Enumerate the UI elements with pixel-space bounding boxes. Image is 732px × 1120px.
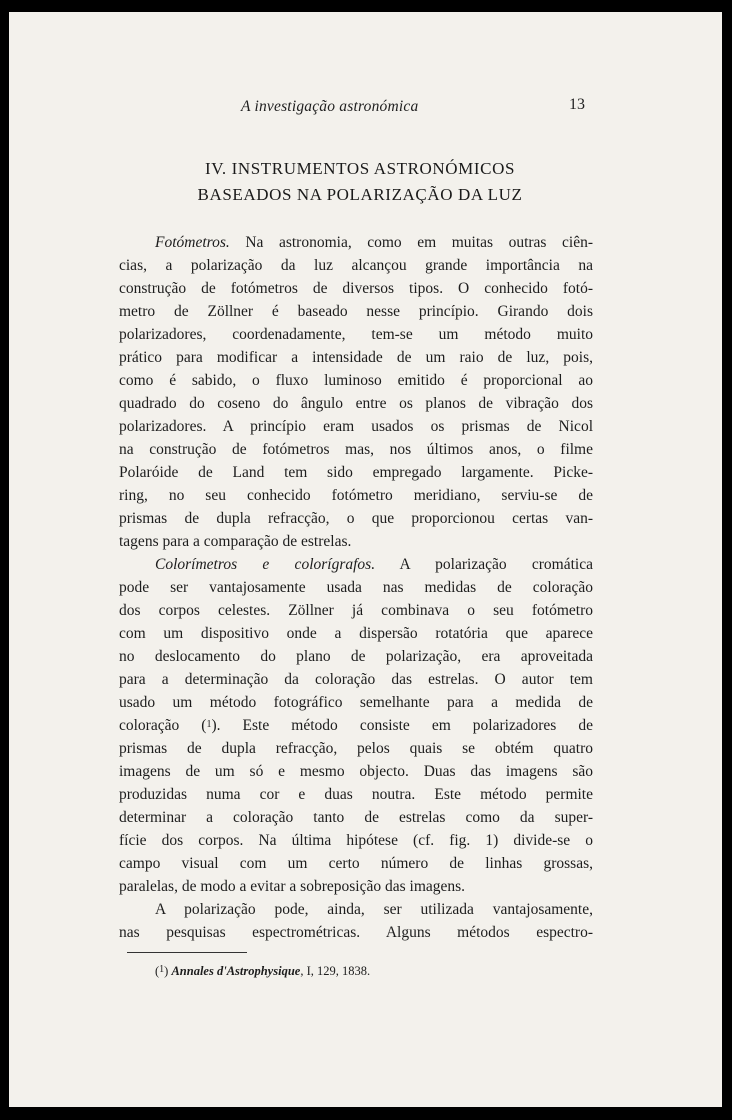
paragraph-line: usado um método fotográfico semelhante para a medida de: [119, 694, 593, 711]
book-page: [9, 12, 722, 1107]
paragraph-line: paralelas, de modo a evitar a sobreposição das imagens.: [119, 878, 466, 895]
paragraph-line: para a determinação da coloração das estrelas. O autor tem: [119, 671, 593, 688]
paragraph-line: pode ser vantajosamente usada nas medidas de coloração: [119, 579, 593, 596]
footnote-divider: [127, 952, 247, 953]
paragraph-line: no deslocamento do plano de polarização, era aproveitada: [119, 648, 593, 665]
paragraph-line: polarizadores. A princípio eram usados os prismas de Nicol: [119, 418, 593, 435]
paragraph-line: cias, a polarização da luz alcançou grande importância na: [119, 257, 593, 274]
paragraph-line: Polaróide de Land tem sido empregado largamente. Picke-: [119, 464, 593, 481]
paragraph-line: produzidas numa cor e duas noutra. Este método permite: [119, 786, 593, 803]
paragraph-line: Fotómetros. Na astronomia, como em muitas outras ciên-: [155, 234, 593, 251]
paragraph-line: nas pesquisas espectrométricas. Alguns métodos espectro-: [119, 924, 593, 941]
paragraph-line: tagens para a comparação de estrelas.: [119, 533, 352, 550]
paragraph-line: coloração ($^1$). Este método consiste em polarizadores de: [119, 717, 593, 734]
paragraph-line: Colorímetros e colorígrafos. A polarização cromática: [155, 556, 593, 573]
paragraph-line: A polarização pode, ainda, ser utilizada vantajosamente,: [155, 901, 593, 918]
paragraph-line: fície dos corpos. Na última hipótese (cf. fig. 1) divide-se o: [119, 832, 593, 849]
footnote-marker: 1: [159, 964, 165, 975]
paragraph-line: campo visual com um certo número de linhas grossas,: [119, 855, 593, 872]
paragraph-line: ring, no seu conhecido fotómetro meridiano, serviu-se de: [119, 487, 593, 504]
paragraph-line: prismas de dupla refracção, pelos quais se obtém quatro: [119, 740, 593, 757]
paragraph-heading-fotometros: Fotómetros.: [155, 234, 230, 251]
section-title-line-1: IV. INSTRUMENTOS ASTRONÓMICOS: [204, 159, 516, 178]
paragraph-line: construção de fotómetros de diversos tipos. O conhecido fotó-: [119, 280, 593, 297]
paragraph-line: polarizadores, coordenadamente, tem-se um método muito: [119, 326, 593, 343]
paragraph-line: com um dispositivo onde a dispersão rotatória que aparece: [119, 625, 593, 642]
footnote-journal: Annales d'Astrophysique: [171, 964, 301, 978]
section-title-line-2: BASEADOS NA POLARIZAÇÃO DA LUZ: [197, 185, 523, 204]
paragraph-line: determinar a coloração tanto de estrelas como da super-: [119, 809, 593, 826]
paragraph-line: metro de Zöllner é baseado nesse princípio. Girando dois: [119, 303, 593, 320]
paragraph-line: na construção de fotómetros mas, nos últimos anos, o filme: [119, 441, 593, 458]
paragraph-line: dos corpos celestes. Zöllner já combinava o seu fotómetro: [119, 602, 593, 619]
running-header: A investigação astronómica: [241, 98, 419, 115]
paragraph-line: como é sabido, o fluxo luminoso emitido é proporcional ao: [119, 372, 593, 389]
paragraph-line: prático para modificar a intensidade de um raio de luz, pois,: [119, 349, 593, 366]
footnote: ($^1$) Annales d'Astrophysique, I, 129, 1838.: [155, 964, 371, 978]
footnote-details: , I, 129, 1838.: [300, 964, 371, 978]
paragraph-line: imagens de um só e mesmo objecto. Duas das imagens são: [119, 763, 593, 780]
paragraph-heading-colorimetros: Colorímetros e colorígrafos.: [155, 556, 376, 573]
paragraph-line: prismas de dupla refracção, o que proporcionou certas van-: [119, 510, 593, 527]
paragraph-line: quadrado do coseno do ângulo entre os planos de vibração dos: [119, 395, 593, 412]
page-number: 13: [569, 96, 585, 113]
footnote-reference[interactable]: 1: [206, 719, 212, 730]
